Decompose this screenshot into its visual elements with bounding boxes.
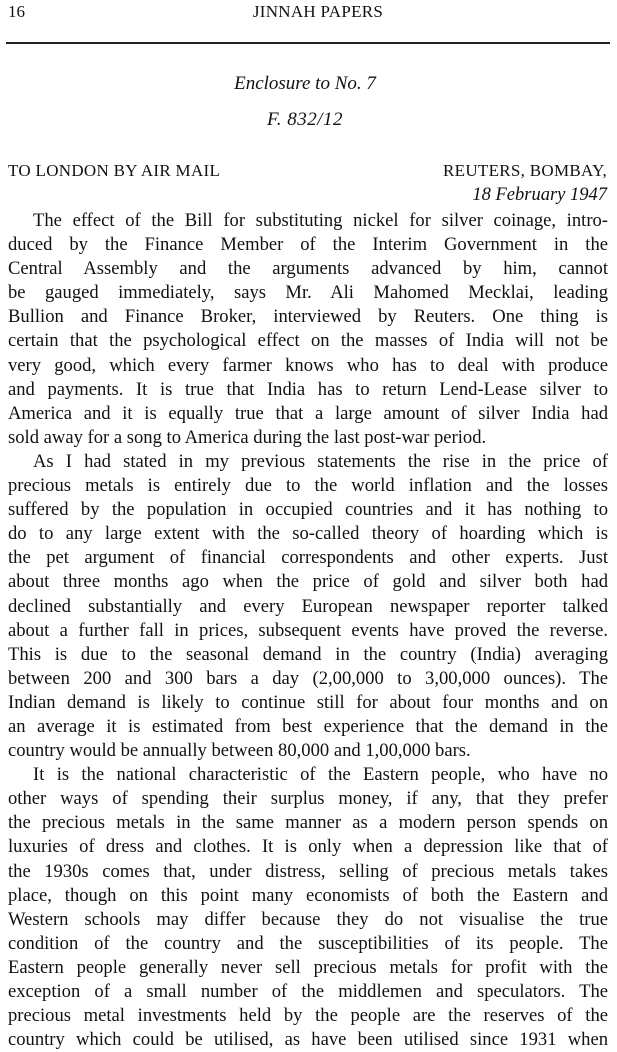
text-line: Western schools may differ because they do not visualise the true: [8, 908, 608, 930]
text-line: condition of the country and the susceptibilities of its people. The: [8, 932, 608, 954]
text-line: very good, which every farmer knows who has to deal with produce: [8, 354, 608, 376]
text-line: other ways of spending their surplus money, if any, that they prefer: [8, 788, 608, 810]
sender: REUTERS, BOMBAY,: [443, 161, 607, 180]
text-line: sold away for a song to America during the last post-war period.: [8, 426, 487, 448]
text-line: about three months ago when the price of gold and silver both had: [8, 571, 608, 593]
text-line: It is the national characteristic of the Eastern people, who have no: [33, 764, 608, 786]
text-line: As I had stated in my previous statements the rise in the price of: [33, 450, 608, 472]
text-line: exception of a small number of the middlemen and speculators. The: [8, 981, 608, 1002]
text-line: suffered by the population in occupied countries and it has nothing to: [8, 499, 608, 521]
paragraph: [8, 209, 608, 450]
text-line: and payments. It is true that India has to return Lend-Lease silver to: [8, 378, 608, 400]
text-line: place, though on this point many economists of both the Eastern and: [8, 884, 608, 906]
text-line: country would be annually between 80,000 and 1,00,000 bars.: [8, 740, 471, 762]
text-line: Bullion and Finance Broker, interviewed by Reuters. One thing is: [8, 306, 608, 328]
text-line: precious metals is entirely due to the world inflation and the losses: [8, 475, 608, 497]
page-number: 16: [8, 2, 25, 21]
text-line: America and it is equally true that a large amount of silver India had: [8, 402, 608, 424]
date: 18 February 1947: [472, 185, 607, 205]
running-head: JINNAH PAPERS: [252, 2, 384, 21]
text-line: about a further fall in prices, subsequent events have proved the reverse.: [8, 619, 608, 641]
text-line: the 1930s comes that, under distress, selling of precious metals takes: [8, 860, 608, 882]
text-line: declined substantially and every European newspaper reporter talked: [8, 595, 608, 617]
text-line: between 200 and 300 bars a day (2,00,000 to 3,00,000 ounces). The: [8, 667, 608, 689]
enclosure-title: Enclosure to No. 7: [234, 73, 376, 94]
text-line: the pet argument of financial correspondents and other experts. Just: [8, 547, 608, 569]
file-reference: F. 832/12: [267, 109, 343, 130]
text-line: do to any large extent with the so-called theory of hoarding which is: [8, 523, 608, 545]
text-line: duced by the Finance Member of the Interim Government in the: [8, 234, 608, 256]
body-text: [8, 209, 608, 1052]
text-line: Eastern people generally never sell precious metals for profit with the: [8, 956, 608, 978]
text-line: Indian demand is likely to continue still for about four months and on: [8, 691, 608, 713]
text-line: country which could be utilised, as have been utilised since 1931 when: [8, 1029, 608, 1051]
text-line: certain that the psychological effect on the masses of India will not be: [8, 330, 608, 352]
text-line: the precious metals in the same manner as a modern person spends on: [8, 812, 608, 834]
text-line: luxuries of dress and clothes. It is only when a depression like that of: [8, 836, 608, 858]
header-rule: [6, 42, 610, 44]
text-line: Central Assembly and the arguments advanced by him, cannot: [8, 258, 608, 280]
text-line: precious metal investments held by the people are the reserves of the: [8, 1005, 608, 1027]
text-line: be gauged immediately, says Mr. Ali Mahomed Mecklai, leading: [8, 282, 608, 304]
text-line: The effect of the Bill for substituting nickel for silver coinage, intro-: [33, 210, 608, 231]
paragraph: [8, 450, 608, 763]
text-line: an average it is estimated from best experience that the demand in the: [8, 715, 608, 737]
addressee: TO LONDON BY AIR MAIL: [8, 161, 221, 180]
paragraph: [8, 763, 608, 1052]
text-line: This is due to the seasonal demand in the country (India) averaging: [8, 643, 608, 665]
